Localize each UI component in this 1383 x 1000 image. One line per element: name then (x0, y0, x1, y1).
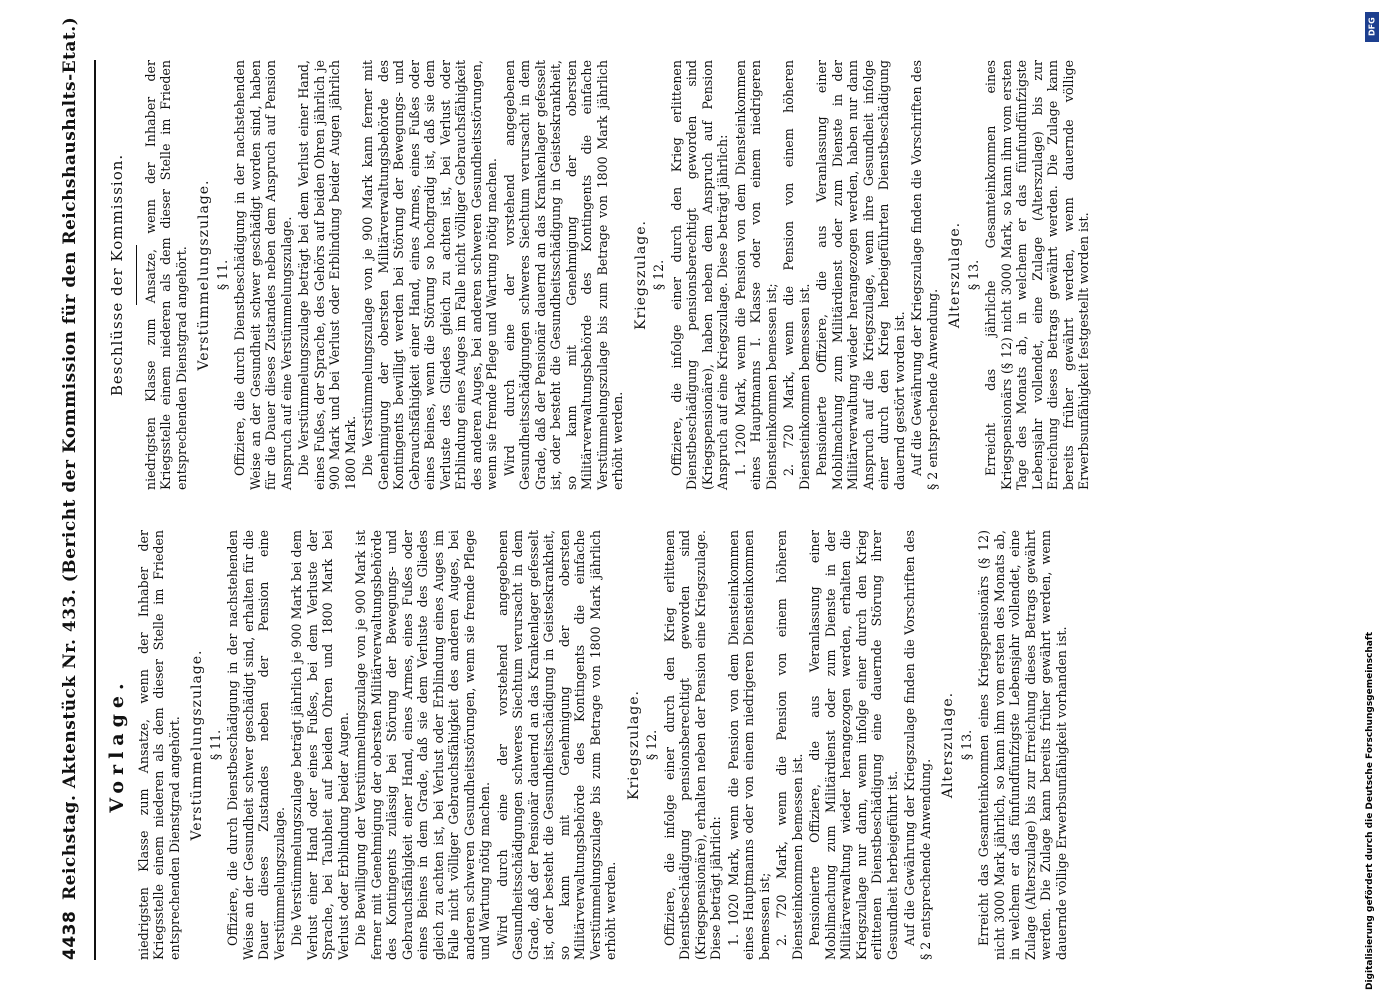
paragraph: Offiziere, die durch Dienstbeschädigung in der nachstehenden Weise an der Gesundheit schwer geschädigt worden sind, haben für die Dauer dieses Zustandes neben dem Anspruch auf Pension Anspruch auf eine Verstümmelungszulage. (232, 60, 294, 490)
divider (136, 245, 137, 305)
digitization-sidebar (1365, 6, 1379, 996)
paragraph: Die Verstümmelungszulage von je 900 Mark kann ferner mit Genehmigung der obersten Militärverwaltungsbehörde des Kontingents bewilligt werden bei Störung der Bewegungs- und Gebrauchsfähigkeit einer Hand, eines Armes, eines Fußes oder eines Beines, wenn die Störung so hochgradig ist, daß sie dem Verluste des Gliedes gleich zu achten ist, bei Verlust oder Erblindung eines Auges im Falle nicht völliger Gebrauchsfähigkeit des anderen Auges, bei anderen schweren Gesundheitsstörungen, wenn sie fremde Pflege und Wartung nötig machen. (360, 60, 499, 490)
paragraph: Offiziere, die infolge einer durch den Krieg erlittenen Dienstbeschädigung pensionsberechtigt geworden sind (Kriegspensionäre), erhalten neben der Pension eine Kriegszulage. Diese beträgt jährlich: (661, 530, 723, 960)
page-number: 4438 (60, 910, 80, 960)
list-item: 2. 720 Mark, wenn die Pension von einem höheren Diensteinkommen bemessen ist. (774, 530, 805, 960)
column-beschluesse (104, 60, 1294, 490)
section-number: § 13. (965, 259, 981, 291)
section-number: § 12. (651, 259, 666, 291)
section-title: Verstümmelungszulage. (196, 179, 212, 371)
section-title: Alterszulage. (940, 691, 956, 799)
paragraph: Die Verstümmelungszulage beträgt bei dem Verlust einer Hand, eines Fußes, der Sprache, des Gehörs auf beiden Ohren jährlich je 900 Mark und bei Verlust oder Erblindung beider Augen jährlich 1800 Mark. (296, 60, 358, 490)
paragraph: Auf die Gewährung der Kriegszulage finden die Vorschriften des § 2 entsprechende Anwendung. (902, 530, 933, 960)
paragraph: Pensionierte Offiziere, die aus Veranlassung einer Mobilmachung zum Militärdienst oder zum Dienste in der Militärverwaltung wieder herangezogen werden, erhalten die Kriegszulage nur dann, wenn infolge einer durch den Krieg erlittenen Dienstbeschädigung eine dauernde Störung ihrer Gesundheit herbeigeführt ist. (807, 530, 900, 960)
header-rule (94, 60, 96, 960)
paragraph: Die Verstümmelungszulage beträgt jährlich je 900 Mark bei dem Verlust einer Hand oder eines Fußes, bei dem Verluste der Sprache, bei Taubheit auf beiden Ohren und 1800 Mark bei Verlust oder Erblindung beider Augen. (289, 530, 351, 960)
section-number: § 13. (958, 729, 974, 761)
section-title: Kriegszulage. (632, 220, 649, 330)
list-item: 2. 720 Mark, wenn die Pension von einem höheren Diensteinkommen bemessen ist. (781, 60, 812, 490)
paragraph: Auf die Gewährung der Kriegszulage finden die Vorschriften des § 2 entsprechende Anwendung. (909, 60, 940, 490)
document-page (60, 16, 1300, 960)
column-vorlage (104, 530, 1294, 960)
paragraph: niedrigsten Klasse zum Ansatze, wenn der Inhaber der Kriegsstelle einem niederen als dem dieser Stelle im Frieden entsprechenden Dienstgrad angehört. (142, 60, 189, 490)
paragraph: niedrigsten Klasse zum Ansatze, wenn der Inhaber der Kriegsstelle einem niederen als dem dieser Stelle im Frieden entsprechenden Dienstgrad angehört. (135, 530, 182, 960)
page-title: Reichstag. Aktenstück Nr. 433. (Bericht der Kommission für den Reichshaushalts-Etat.) (60, 16, 80, 900)
section-title: Verstümmelungszulage. (189, 649, 205, 841)
paragraph: Offiziere, die durch Dienstbeschädigung in der nachstehenden Weise an der Gesundheit schwer geschädigt sind, erhalten für die Dauer dieses Zustandes neben der Pension eine Verstümmelungszulage. (225, 530, 287, 960)
list-item: 1. 1020 Mark, wenn die Pension von dem Diensteinkommen eines Hauptmanns oder von einem niedrigeren Diensteinkommen bemessen ist; (725, 530, 772, 960)
section-number: § 11. (214, 259, 230, 291)
paragraph: Pensionierte Offiziere, die aus Veranlassung einer Mobilmachung zum Militärdienst oder zum Dienste in der Militärverwaltung wieder herangezogen werden, haben nur dann Anspruch auf die Kriegszulage, wenn ihre Gesundheit infolge einer durch den Krieg herbeigeführten Dienstbeschädigung dauernd gestört worden ist. (814, 60, 907, 490)
section-number: § 11. (207, 729, 223, 761)
paragraph: Wird durch eine der vorstehend angegebenen Gesundheitsschädigungen schweres Siechtum verursacht in dem Grade, daß der Pensionär dauernd an das Krankenlager gefesselt ist, oder besteht die Gesundheitsschädigung in Geisteskrankheit, so kann mit Genehmigung der obersten Militärverwaltungsbehörde des Kontingents die einfache Verstümmelungszulage bis zum Betrage von 1800 Mark jährlich erhöht werden. (501, 60, 625, 490)
paragraph: Erreicht das Gesamteinkommen eines Kriegspensionärs (§ 12) nicht 3000 Mark jährlich, so kann ihm vom ersten des Monats ab, in welchem er das fünfundfünfzigste Lebensjahr vollendet, eine Zulage (Alterszulage) bis zur Erreichung dieses Betrags gewährt werden. Die Zulage kann bereits früher gewährt werden, wenn dauernde völlige Erwerbsunfähigkeit vorhanden ist. (976, 530, 1069, 960)
section-title: Kriegszulage. (625, 690, 642, 800)
column-heading-vorlage: Vorlage. (106, 677, 128, 813)
paragraph: Wird durch eine der vorstehend angegebenen Gesundheitsschädigungen schweres Siechtum verursacht in dem Grade, daß der Pensionär dauernd an das Krankenlager gefesselt ist, oder besteht die Gesundheitsschädigung in Geisteskrankheit, so kann mit Genehmigung der obersten Militärverwaltungsbehörde des Kontingents die einfache Verstümmelungszulage bis zum Betrage von 1800 Mark jährlich erhöht werden. (494, 530, 618, 960)
page-header (60, 16, 94, 960)
section-number: § 12. (644, 729, 659, 761)
dfg-logo: DFG (1365, 12, 1379, 42)
paragraph: Offiziere, die infolge einer durch den Krieg erlittenen Dienstbeschädigung pensionsberechtigt geworden sind (Kriegspensionäre), haben neben dem Anspruch auf Pension Anspruch auf eine Kriegszulage. Diese beträgt jährlich: (668, 60, 730, 490)
digitization-credit: Digitalisierung gefördert durch die Deutsche Forschungsgemeinschaft (1365, 631, 1375, 990)
list-item: 1. 1200 Mark, wenn die Pension von dem Diensteinkommen eines Hauptmanns I. Klasse oder von einem niedrigeren Diensteinkommen bemessen ist; (732, 60, 779, 490)
section-title: Alterszulage. (947, 221, 963, 329)
column-heading-beschluesse: Beschlüsse der Kommission. (108, 153, 126, 397)
paragraph: Erreicht das jährliche Gesamteinkommen eines Kriegspensionärs (§ 12) nicht 3000 Mark, so kann ihm vom ersten Tage des Monats ab, in welchem er das fünfundfünfzigste Lebensjahr vollendet, eine Zulage (Alterszulage) bis zur Erreichung dieses Betrags gewährt werden. Die Zulage kann bereits früher gewährt werden, wenn dauernde völlige Erwerbsunfähigkeit festgestellt worden ist. (983, 60, 1091, 490)
paragraph: Die Bewilligung der Verstümmelungszulage von je 900 Mark ist ferner mit Genehmigung der obersten Militärverwaltungsbehörde des Kontingents zulässig bei Störung der Bewegungs- und Gebrauchsfähigkeit einer Hand, eines Armes, eines Fußes oder eines Beines in dem Grade, daß sie dem Verluste des Gliedes gleich zu achten ist, bei Verlust oder Erblindung eines Auges im Falle nicht völliger Gebrauchsfähigkeit des anderen Auges, bei anderen schweren Gesundheitsstörungen, wenn sie fremde Pflege und Wartung nötig machen. (353, 530, 492, 960)
